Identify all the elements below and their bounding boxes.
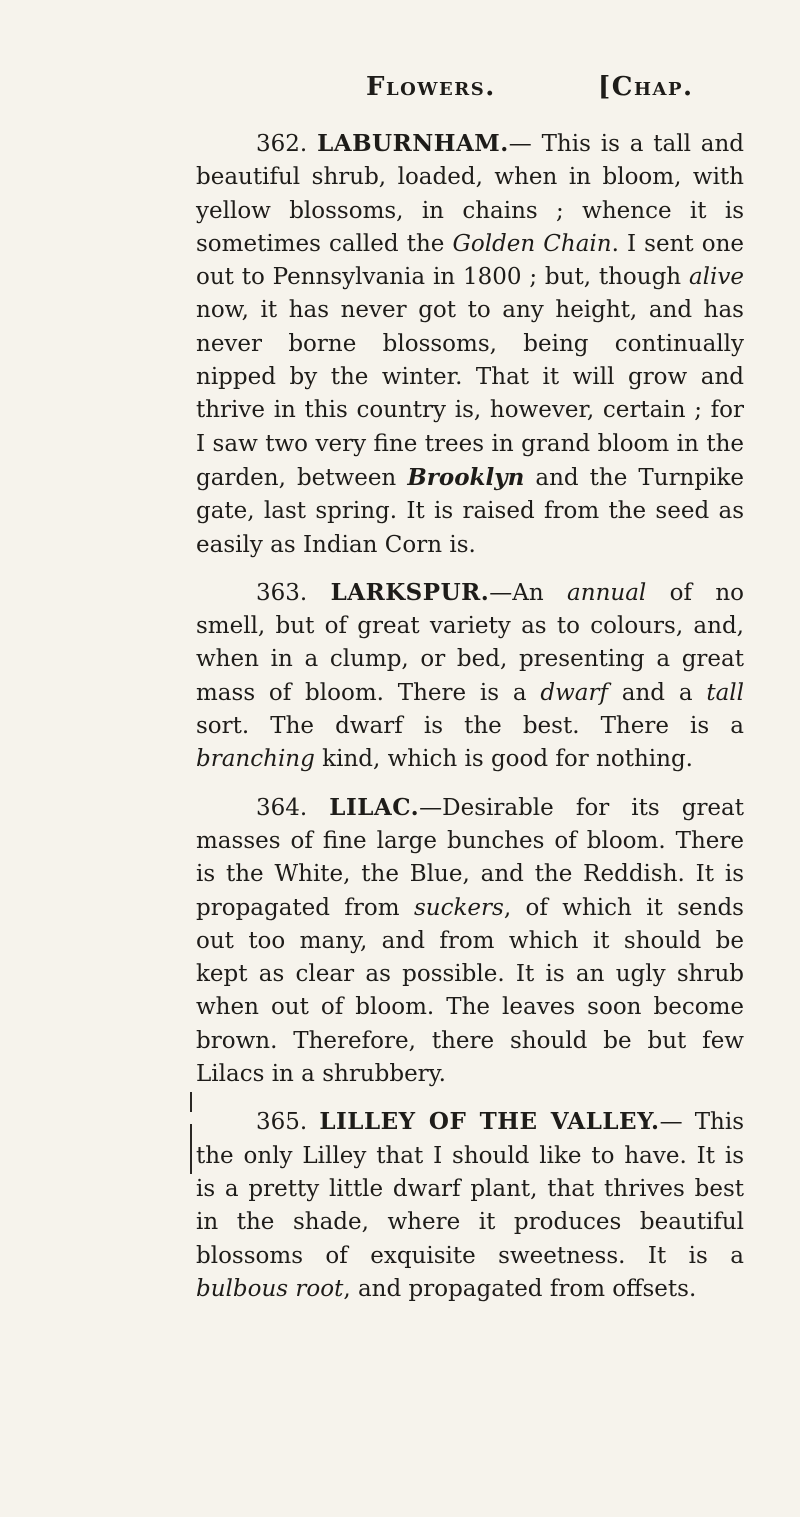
entry-text: — This the only Lilley that I should like to have. It is is a pretty little dwarf plant, that thrives best in the shade, where it produces beautiful blossoms of exquisite sweetness. It is a [196, 1109, 745, 1269]
entry-lilley-of-the-valley [196, 1105, 744, 1306]
entry-title: LABURNHAM. [317, 130, 509, 157]
margin-mark [190, 1124, 192, 1174]
entry-number: 364. [256, 794, 308, 821]
entry-italic: suckers [413, 894, 504, 921]
entry-italic: annual [567, 579, 647, 606]
entry-larkspur [196, 576, 744, 777]
body-text [196, 127, 744, 1320]
header-title: Flowers. [366, 72, 496, 102]
entry-number: 365. [256, 1109, 308, 1136]
entry-text: , of which it sends out too many, and from which it should be kept as clear as possible. It is an ugly shrub when out of bloom. The leaves soon become brown. Therefore, there should be but few Lilacs in a shrubbery. [196, 894, 744, 1088]
entry-text: — This is a tall and beautiful shrub, loaded, when in bloom, with yellow blossoms, in chains ; whence it is sometimes called the [196, 131, 745, 257]
entry-text: —Desirable for its great masses of fine large bunches of bloom. There is the White, the Blue, and the Reddish. It is propagated from [196, 794, 744, 921]
entry-laburnham [196, 127, 744, 562]
entry-text: sort. The dwarf is the best. There is a [196, 713, 744, 740]
entry-italic: branching [196, 746, 315, 773]
entry-title: LILAC. [329, 793, 420, 821]
entry-title: LARKSPUR. [330, 578, 490, 606]
entry-number: 363. [256, 579, 308, 606]
entry-text: , and propagated from offsets. [343, 1275, 697, 1302]
entry-italic: tall [706, 679, 744, 706]
entry-text: —An [489, 579, 568, 606]
entry-text: . I sent one out to Pennsylvania in 1800 ; but, though [196, 230, 745, 291]
entry-text: and the Turnpike gate, last spring. It is raised from the seed as easily as Indian Corn is. [196, 464, 744, 558]
entry-number: 362. [256, 131, 308, 157]
entry-italic: Golden Chain [452, 230, 612, 257]
entry-lilac [196, 791, 744, 1092]
entry-text: now, it has never got to any height, and has never borne blossoms, being continually nipped by the winter. That it will grow and thrive in this country is, however, certain ; for I saw two very fine trees in grand bloom in the garden, between [196, 297, 744, 491]
entry-italic: dwarf [540, 679, 608, 706]
entry-italic: Brooklyn [407, 463, 525, 491]
entry-title: LILLEY OF THE VALLEY. [319, 1108, 660, 1136]
entry-italic: alive [688, 264, 744, 291]
entry-text: and a [608, 679, 707, 706]
entry-text: of no smell, but of great variety as to colours, and, when in a clump, or bed, presenting a great mass of bloom. There is a [196, 579, 744, 706]
running-header [0, 72, 800, 112]
entry-italic: bulbous root [196, 1275, 344, 1302]
margin-mark [190, 1092, 192, 1112]
header-chapter: [Chap. [598, 72, 694, 102]
entry-text: kind, which is good for nothing. [314, 746, 693, 773]
